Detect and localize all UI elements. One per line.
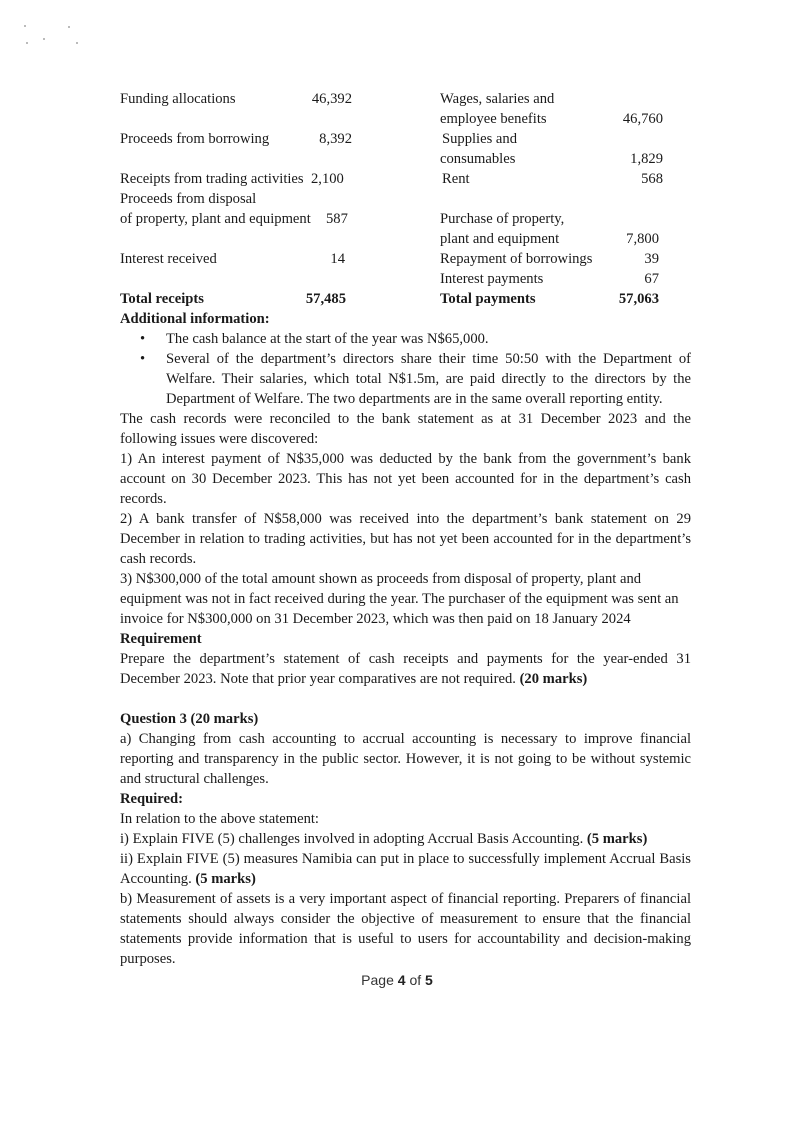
payment-value: 46,760 bbox=[622, 111, 663, 127]
question-3-heading: Question 3 (20 marks) bbox=[120, 711, 259, 727]
payment-label: employee benefits bbox=[440, 111, 547, 127]
relation-text: In relation to the above statement: bbox=[120, 811, 319, 827]
reconciliation-section bbox=[120, 409, 691, 689]
total-payments-label: Total payments bbox=[440, 291, 536, 307]
bullet-icon: • bbox=[140, 331, 146, 347]
bullet-text: The cash balance at the start of the year was N$65,000. bbox=[166, 331, 489, 347]
list-item bbox=[120, 349, 691, 409]
requirement-body: Prepare the department’s statement of cash receipts and payments for the year-ended 31 December 2023. Note that prior year comparatives are not required. bbox=[120, 651, 691, 687]
page-word: Page bbox=[361, 972, 394, 988]
payment-label: Purchase of property, bbox=[440, 211, 565, 227]
payment-label: consumables bbox=[440, 151, 516, 167]
receipt-value: 8,392 bbox=[319, 131, 352, 147]
scan-artifacts bbox=[20, 20, 80, 50]
current-page-number: 4 bbox=[397, 972, 406, 988]
question-3-part-b: b) Measurement of assets is a very important aspect of financial reporting. Preparers of financial statements should always consider the objective of measurement to ensure that the financial statements provide information that is useful to users for accountability and decision-making purposes. bbox=[120, 891, 691, 967]
receipt-label: Proceeds from disposal bbox=[120, 191, 257, 207]
additional-info-heading: Additional information: bbox=[120, 311, 270, 327]
speck bbox=[76, 42, 78, 44]
total-payments-value: 57,063 bbox=[618, 291, 659, 307]
payment-value: 7,800 bbox=[626, 231, 659, 247]
total-receipts-label: Total receipts bbox=[120, 291, 204, 307]
receipt-value: 14 bbox=[330, 251, 345, 267]
payment-value: 568 bbox=[641, 171, 663, 187]
receipt-value: 46,392 bbox=[311, 91, 352, 107]
requirement-text bbox=[120, 649, 691, 689]
payment-value: 39 bbox=[644, 251, 659, 267]
list-item bbox=[120, 329, 691, 349]
payment-value: 67 bbox=[644, 271, 659, 287]
payment-label: Repayment of borrowings bbox=[440, 251, 593, 267]
sub-question-i bbox=[120, 829, 691, 849]
receipt-label: Proceeds from borrowing bbox=[120, 131, 270, 147]
sub-question-ii-text: ii) Explain FIVE (5) measures Namibia can put in place to successfully implement Accrual Basis Accounting. bbox=[120, 851, 691, 887]
bullet-text: Several of the department’s directors share their time 50:50 with the Department of Welfare. Their salaries, which total N$1.5m, are paid directly to the directors by the Department of Welfare. The two departments are in the same overall reporting entity. bbox=[166, 351, 691, 407]
payment-label: Rent bbox=[442, 171, 470, 187]
payment-label: plant and equipment bbox=[440, 231, 560, 247]
payment-label: Wages, salaries and bbox=[440, 91, 555, 107]
speck bbox=[68, 26, 70, 28]
sub-question-ii bbox=[120, 849, 691, 889]
total-receipts-value: 57,485 bbox=[305, 291, 346, 307]
payment-label: Interest payments bbox=[440, 271, 544, 287]
question-3-section bbox=[120, 709, 691, 969]
sub-question-i-marks: (5 marks) bbox=[586, 831, 648, 847]
additional-info-list bbox=[120, 329, 691, 409]
required-heading: Required: bbox=[120, 791, 183, 807]
receipt-value: 2,100 bbox=[311, 171, 344, 187]
speck bbox=[43, 38, 45, 40]
payment-value: 1,829 bbox=[630, 151, 663, 167]
issue-item: 2) A bank transfer of N$58,000 was received into the department’s bank statement on 29 December in relation to trading activities, but has not yet been accounted for in the department’s cash records. bbox=[120, 511, 691, 567]
speck bbox=[26, 42, 28, 44]
issue-item: 1) An interest payment of N$35,000 was deducted by the bank from the government’s bank account on 30 December 2023. This has not yet been accounted for in the department’s cash records. bbox=[120, 451, 691, 507]
receipt-value: 587 bbox=[326, 211, 348, 227]
reconciliation-intro: The cash records were reconciled to the bank statement as at 31 December 2023 and the following issues were discovered: bbox=[120, 411, 691, 447]
total-pages-number: 5 bbox=[425, 972, 433, 988]
page-footer bbox=[0, 972, 794, 988]
bullet-icon: • bbox=[140, 351, 146, 367]
receipt-label: Interest received bbox=[120, 251, 217, 267]
issue-item: 3) N$300,000 of the total amount shown as proceeds from disposal of property, plant and equipment was not in fact received during the year. The purchaser of the equipment was sent an invoice for N$300,000 on 31 December 2023, which was then paid on 18 January 2024 bbox=[120, 571, 679, 627]
requirement-heading: Requirement bbox=[120, 631, 202, 647]
sub-question-i-text: i) Explain FIVE (5) challenges involved in adopting Accrual Basis Accounting. bbox=[120, 831, 584, 847]
receipt-label: Receipts from trading activities bbox=[120, 171, 304, 187]
question-3-part-a: a) Changing from cash accounting to accrual accounting is necessary to improve financial reporting and transparency in the public sector. However, it is not going to be without systemic and structural challenges. bbox=[120, 731, 691, 787]
payment-label: Supplies and bbox=[442, 131, 517, 147]
requirement-marks: (20 marks) bbox=[519, 671, 588, 687]
receipt-label: of property, plant and equipment bbox=[120, 211, 311, 227]
sub-question-ii-marks: (5 marks) bbox=[195, 871, 256, 887]
of-word: of bbox=[409, 972, 422, 988]
receipt-label: Funding allocations bbox=[120, 91, 236, 107]
speck bbox=[24, 25, 26, 27]
